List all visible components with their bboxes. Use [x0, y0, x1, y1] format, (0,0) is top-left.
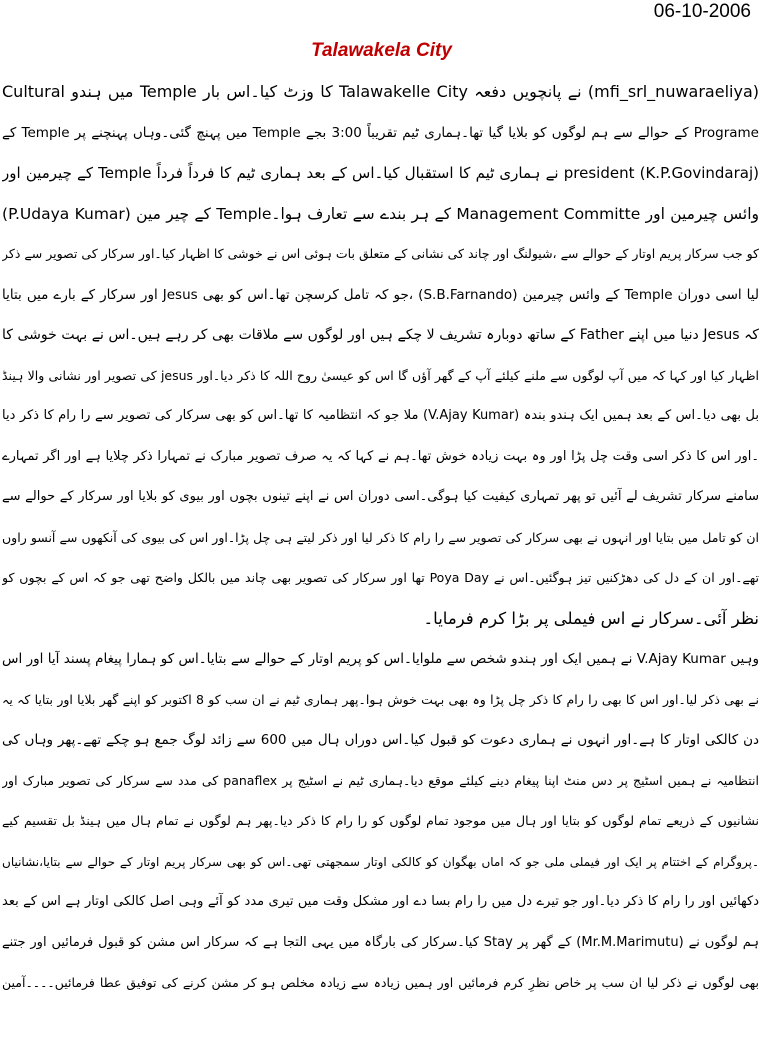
body-line: وائس چیرمین اور Management Committe کے ہر بندے سے تعارف ہوا۔Temple کے چیر مین (P.Udaya Kumar) [2, 204, 759, 223]
body-line: تھے۔اور ان کے دل کی دھڑکنیں تیز ہوگئیں۔اس نے Poya Day تھا اور سرکار کی تصویر بھی چاند میں بالکل واضح تھی جو کہ اس کے بچوں کو [2, 570, 759, 585]
document-title: Talawakela City [311, 40, 452, 61]
body-line: لیا اسی دوران Temple کے وائس چیرمین (S.B.Farnando) ،جو کہ تامل کرسچن تھا۔اس کو بھی Jesus اور سرکار کے بارے میں بتایا [2, 286, 759, 303]
document-body [2, 72, 759, 1004]
paragraph-end-line: نظر آئی۔سرکار نے اس فیملی پر بڑا کرم فرمایا۔ [423, 608, 759, 628]
body-line: نے بھی ذکر لیا۔اور اس کا بھی را رام کا ذکر چل پڑا وہ بھی بہت خوش ہوا۔پھر ہماری ٹیم نے ان سب کو 8 اکتوبر کو اپنے گھر بلایا اور بتایا کہ یہ [2, 691, 759, 707]
body-line: ہم لوگوں نے (Mr.M.Marimutu) کے گھر پر Stay کیا۔سرکار کی بارگاہ میں یہی التجا ہے کہ سرکار اس مشن کو قبول فرمائیں اور جتنے [2, 934, 759, 950]
body-line: سامنے سرکار تشریف لے آئیں تو پھر تمہاری کیفیت کیا ہوگی۔اسی دوران اس نے اپنے تینوں بچوں اور بیوی کو بلایا اور سرکار کے حوالے سے [2, 489, 759, 504]
body-line: دکھائیں اور را رام کا ذکر دیا۔اور جو تیرے دل میں را رام بسا دے اور مشکل وقت میں تیری مدد کو آئے وہی اصل کالکی اوتار ہے اس کے بعد [2, 894, 759, 909]
body-line: بھی لوگوں نے ذکر لیا ان سب پر خاص نظرِ کرم فرمائیں اور ہمیں زیادہ سے زیادہ مخلص ہو کر مشن کرنے کی توفیق عطا فرمائیں۔۔۔۔آمین [2, 975, 759, 990]
body-line: دن کالکی اوتار کا ہے۔اور انہوں نے ہماری دعوت کو قبول کیا۔اس دوراں ہال میں 600 سے زائد لوگ جمع ہو چکے تھے۔پھر وہاں کی [2, 732, 759, 748]
body-line: Programe کے حوالے سے ہم لوگوں کو بلایا گیا تھا۔ہماری ٹیم تقریباً 3:00 بجے Temple میں پہنچ گئی۔وہاں پہنچنے پر Temple کے [2, 124, 759, 141]
body-line: ان کو تامل میں بتایا اور انہوں نے بھی سرکار کی تصویر سے را رام کا ذکر لیا اور ذکر لیتے ہی چل پڑا۔اور اس کی بیوی کی آنکھوں سے آنسو راوں [2, 529, 759, 545]
body-line: president (K.P.Govindaraj) نے ہماری ٹیم کا استقبال کیا۔اس کے بعد ہماری ٹیم کا فرداً فرداً Temple کے چیرمین اور [2, 164, 759, 182]
body-line: بل بھی دیا۔اس کے بعد ہمیں ایک ہندو بندہ (V.Ajay Kumar) ملا جو کہ انتظامیہ کا تھا۔اس کو بھی سرکار کی تصویر سے را رام کا ذکر دیا [2, 408, 759, 423]
body-line: کو جب سرکار پریم اوتار کے حوالے سے ،شیولنگ اور چاند کی نشانی کے متعلق بات ہوئی اس نے خوشی کا اظہار کیا۔اور سرکار کی تصویر سے ذکر [2, 246, 759, 261]
body-line: (mfi_srl_nuwaraeliya) نے پانچویں دفعہ Talawakelle City کا وزٹ کیا۔اس بار Temple میں ہندو Cultural [2, 82, 759, 101]
body-line: نشانیوں کے ذریعے تمام لوگوں کو بتایا اور ہال میں موجود تمام لوگوں کو را رام کا ذکر دیا۔پھر ہم لوگوں نے تمام ہال میں ہینڈ بل تقسیم کیے [2, 813, 759, 828]
body-line: کہ Jesus دنیا میں اپنے Father کے ساتھ دوبارہ تشریف لا چکے ہیں اور لوگوں سے ملاقات بھی کر رہے ہیں۔اس نے بہت خوشی کا [2, 327, 759, 343]
body-line: ۔اور اس کا ذکر اسی وقت چل پڑا اور وہ بہت زیادہ خوش تھا۔ہم نے کہا کہ یہ صرف تصویر مبارک نے تمہارا ذکر چلایا ہے اور اگر تمہارے [2, 448, 759, 464]
body-line: اظہار کیا اور کہا کہ میں آپ لوگوں سے ملنے کیلئے آپ کے گھر آؤں گا اس کو عیسیٰ روح اللہ کا ذکر دیا۔اور jesus کی تصویر اور نشانی والا ہینڈ [2, 367, 759, 383]
body-line: ۔پروگرام کے اختتام پر ایک اور فیملی ملی جو کہ اماں بھگوان کو کالکی اوتار سمجھتی تھی۔اس کو بھی سرکار پریم اوتار کے حوالے سے بتایا،نشانیاں [2, 854, 759, 869]
body-line: انتظامیہ نے ہمیں اسٹیج پر دس منٹ اپنا پیغام دینے کیلئے موقع دیا۔ہماری ٹیم نے اسٹیج پر panaflex کی مدد سے سرکار کی تصویر مبارک اور [2, 772, 759, 788]
document-date: 06-10-2006 [653, 1, 751, 22]
body-line: وہیں V.Ajay Kumar نے ہمیں ایک اور ہندو شخص سے ملوایا۔اس کو پریم اوتار کے حوالے سے بتایا۔اس کو ہمارا پیغام پسند آیا اور اس [2, 651, 759, 667]
